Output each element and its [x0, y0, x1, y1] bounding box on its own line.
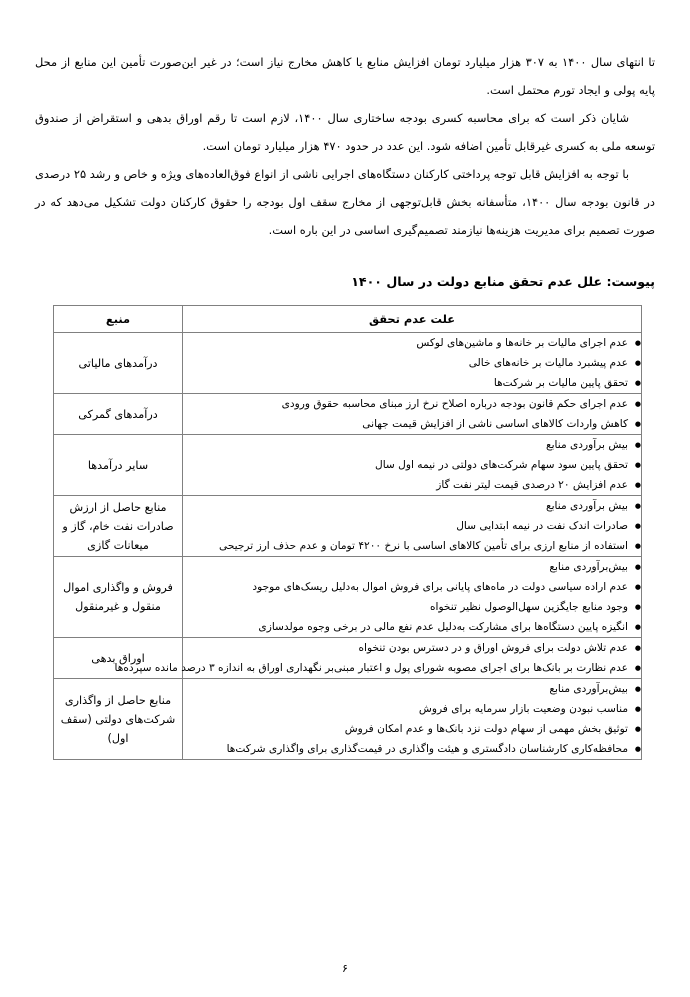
list-item: ● توثیق بخش مهمی از سهام دولت نزد بانک‌ها و عدم امکان فروش: [183, 719, 641, 739]
cause-list: [183, 333, 641, 393]
list-item: ● مناسب نبودن وضعیت بازار سرمایه برای فروش: [183, 699, 641, 719]
list-item: ● عدم تلاش دولت برای فروش اوراق و در دسترس بودن تنخواه: [183, 638, 641, 658]
cause-cell: [183, 496, 642, 557]
cause-cell: [183, 394, 642, 435]
paragraph-1: تا انتهای سال ۱۴۰۰ به ۳۰۷ هزار میلیارد تومان افزایش منابع یا کاهش مخارج نیاز است؛ در غیر این‌صورت تأمین این منابع از محل پایه پولی و ایجاد تورم محتمل است.: [35, 55, 655, 97]
source-cell: منابع حاصل از ارزش صادرات نفت خام، گاز و میعانات گازی: [54, 496, 183, 557]
list-item: ● وجود منابع جایگزین سهل‌الوصول نظیر تنخواه: [183, 597, 641, 617]
table-body: [54, 333, 642, 760]
paragraph-3: با توجه به افزایش قابل توجه پرداختی کارکنان دستگاه‌های اجرایی ناشی از انواع فوق‌العاده‌های ویژه و خاص و رشد ۲۵ درصدی در قانون بودجه سال ۱۴۰۰، متأسفانه بخش قابل‌توجهی از مخارج سقف اول بودجه را حقوق کارکنان دولت تشکیل می‌دهد که در صورت تصمیم برای مدیریت هزینه‌ها نیازمند تصمیم‌گیری اساسی در این باره است.: [35, 167, 655, 237]
cause-list: [183, 557, 641, 637]
cause-list: [183, 496, 641, 556]
list-item: ● بیش‌برآوردی منابع: [183, 557, 641, 577]
table-row: [54, 679, 642, 760]
column-header-cause: علت عدم تحقق: [183, 306, 642, 333]
source-cell: درآمدهای گمرکی: [54, 394, 183, 435]
cause-list: [183, 435, 641, 495]
cause-cell: [183, 679, 642, 760]
table-header-row: [54, 306, 642, 333]
paragraph-2: شایان ذکر است که برای محاسبه کسری بودجه ساختاری سال ۱۴۰۰، لازم است تا رقم اوراق بدهی و استقراض از صندوق توسعه ملی به کسری غیرقابل تأمین اضافه شود. این عدد در حدود ۴۷۰ هزار میلیارد تومان است.: [35, 111, 655, 153]
page-number: ۶: [342, 962, 348, 975]
cause-cell: [183, 333, 642, 394]
column-header-source: منبع: [54, 306, 183, 333]
list-item: ● بیش برآوردی منابع: [183, 435, 641, 455]
cause-cell: [183, 557, 642, 638]
source-cell: فروش و واگذاری اموال منقول و غیرمنقول: [54, 557, 183, 638]
cause-list: [183, 679, 641, 759]
reasons-table: [53, 305, 642, 760]
cause-cell: [183, 435, 642, 496]
list-item: ● بیش‌برآوردی منابع: [183, 679, 641, 699]
list-item: ● انگیزه پایین دستگاه‌ها برای مشارکت به‌دلیل عدم نفع مالی در برخی وجوه مولدسازی: [183, 617, 641, 637]
list-item: ● تحقق پایین مالیات بر شرکت‌ها: [183, 373, 641, 393]
table-row: [54, 394, 642, 435]
list-item: ● تحقق پایین سود سهام شرکت‌های دولتی در نیمه اول سال: [183, 455, 641, 475]
list-item: ● صادرات اندک نفت در نیمه ابتدایی سال: [183, 516, 641, 536]
list-item: ● کاهش واردات کالاهای اساسی ناشی از افزایش قیمت جهانی: [183, 414, 641, 434]
list-item: ● استفاده از منابع ارزی برای تأمین کالاهای اساسی با نرخ ۴۲۰۰ تومان و عدم حذف ارز ترجیحی: [183, 536, 641, 556]
list-item: ● عدم پیشبرد مالیات بر خانه‌های خالی: [183, 353, 641, 373]
table-row: [54, 496, 642, 557]
table-row: [54, 638, 642, 679]
source-cell: منابع حاصل از واگذاری شرکت‌های دولتی (سقف اول): [54, 679, 183, 760]
table-row: [54, 557, 642, 638]
table-row: [54, 333, 642, 394]
list-item: ● عدم نظارت بر بانک‌ها برای اجرای مصوبه شورای پول و اعتبار مبنی‌بر نگهداری اوراق به اندازه ۳ درصد مانده سپرده‌ها: [183, 658, 641, 678]
list-item: ● بیش برآوردی منابع: [183, 496, 641, 516]
source-cell: سایر درآمدها: [54, 435, 183, 496]
list-item: ● محافظه‌کاری کارشناسان دادگستری و هیئت واگذاری در قیمت‌گذاری برای واگذاری شرکت‌ها: [183, 739, 641, 759]
list-item: ● عدم اجرای حکم قانون بودجه درباره اصلاح نرخ ارز مبنای محاسبه حقوق ورودی: [183, 394, 641, 414]
body-text-block: [35, 48, 655, 244]
appendix-heading: پیوست: علل عدم تحقق منابع دولت در سال ۱۴۰۰: [351, 274, 655, 289]
cause-list: [183, 394, 641, 434]
list-item: ● عدم اراده سیاسی دولت در ماه‌های پایانی برای فروش اموال به‌دلیل ریسک‌های موجود: [183, 577, 641, 597]
table-row: [54, 435, 642, 496]
list-item: ● عدم افزایش ۲۰ درصدی قیمت لیتر نفت گاز: [183, 475, 641, 495]
list-item: ● عدم اجرای مالیات بر خانه‌ها و ماشین‌های لوکس: [183, 333, 641, 353]
source-cell: اوراق بدهی: [54, 638, 183, 679]
source-cell: درآمدهای مالیاتی: [54, 333, 183, 394]
